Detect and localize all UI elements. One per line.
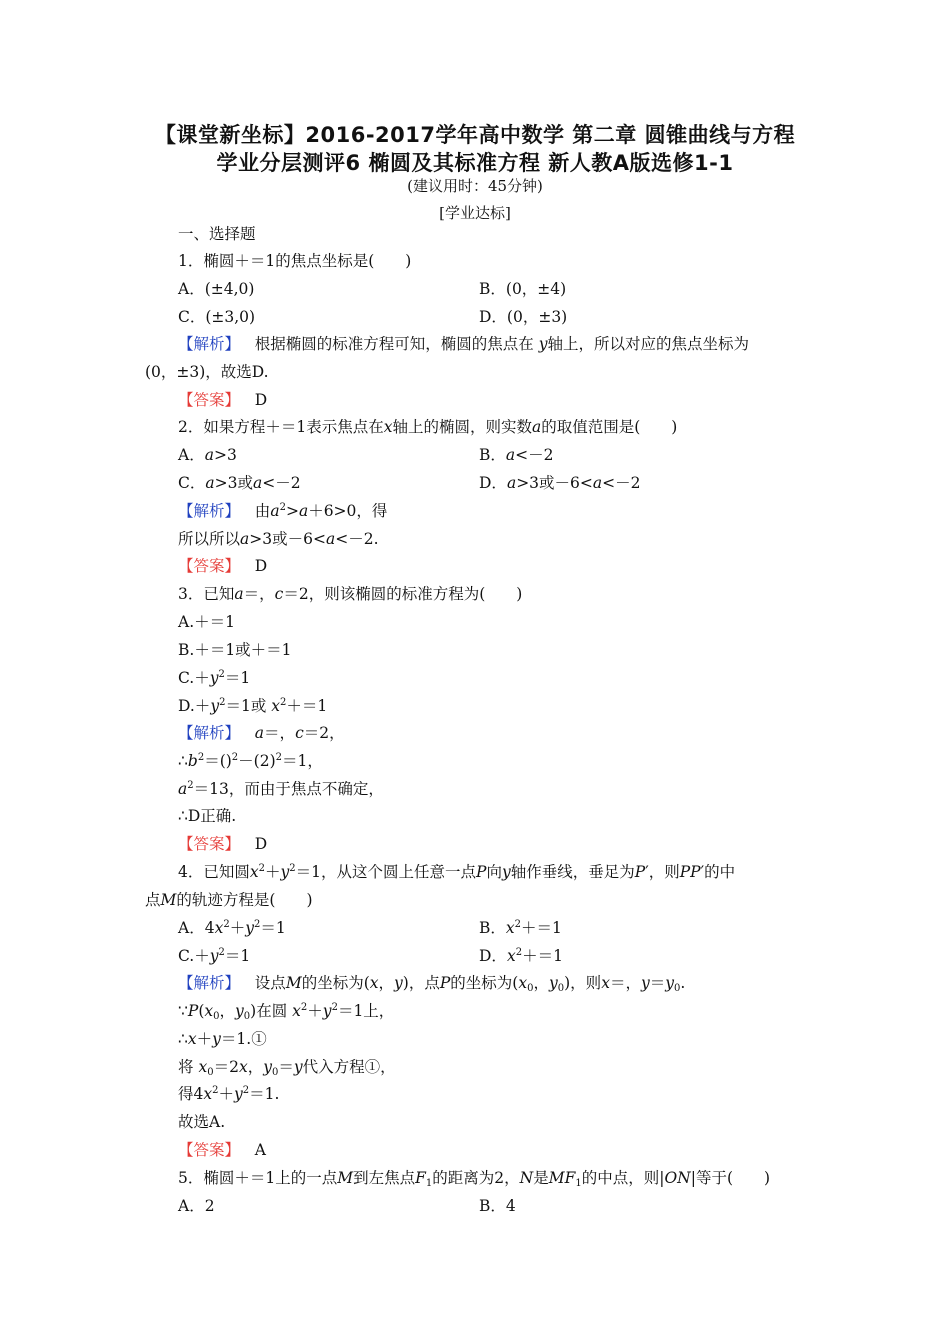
q1-answer: 【答案】 D	[178, 391, 268, 409]
q5-stem: 5．椭圆＋＝1上的一点M到左焦点$F_1$的距离为2，N是$MF_1$的中点，则|ON|等于( )	[178, 1169, 771, 1189]
q2-analysis-line-2: 所以所以a>3或－6<a<－2.	[178, 530, 379, 548]
q3-analysis-line-2: $\therefore b^2=()^2-(2)^2=1$，	[178, 752, 323, 770]
q1-option-d: D．(0，±3)	[479, 308, 568, 326]
q3-answer: 【答案】 D	[178, 835, 268, 853]
analysis-label: 【解析】	[178, 335, 241, 353]
q2-option-d: D．a>3或－6<a<－2	[479, 474, 641, 492]
q4-stem: 4．已知圆$x^2+y^2=1$，从这个圆上任意一点P向y轴作垂线，垂足为P′，则PP′的中	[178, 863, 736, 881]
q4-analysis-line-2: $\because P(x_0$，$y_0$)在圆 $x^2+y^2=1$上，	[178, 1002, 395, 1022]
q1-option-a: A．(±4,0)	[178, 280, 255, 298]
q3-analysis-line-4: ∴D正确.	[178, 807, 237, 825]
q4-answer: 【答案】 A	[178, 1141, 266, 1159]
q4-analysis-line-4: 将 $x_0=2x$，$y_0=y$代入方程①，	[178, 1058, 396, 1078]
q3-option-a: A.＋＝1	[178, 613, 235, 631]
q1-option-c: C．(±3,0)	[178, 308, 256, 326]
title-line-2: 学业分层测评6 椭圆及其标准方程 新人教A版选修1-1	[216, 151, 734, 175]
q1-stem: 1．椭圆＋＝1的焦点坐标是( )	[178, 252, 412, 270]
q2-option-b: B．a<－2	[479, 446, 554, 464]
q2-analysis: 【解析】 由$a^2>a+6>0$，得	[178, 502, 388, 520]
q2-option-a: A．a>3	[178, 446, 237, 464]
q2-answer: 【答案】 D	[178, 557, 268, 575]
q3-analysis-line-3: $a^2=13$，而由于焦点不确定，	[178, 780, 384, 798]
q4-analysis: 【解析】 设点M的坐标为(x，y)，点P的坐标为($x_0$，$y_0$)，则x＝，$y=y_0$.	[178, 974, 686, 994]
q5-option-b: B．4	[479, 1197, 516, 1215]
q1-analysis: 【解析】 根据椭圆的标准方程可知，椭圆的焦点在 y轴上，所以对应的焦点坐标为	[178, 335, 750, 353]
q3-stem: 3．已知a＝，c＝2，则该椭圆的标准方程为( )	[178, 585, 523, 603]
q3-analysis: 【解析】 a＝，c＝2，	[178, 724, 345, 742]
q4-analysis-line-5: 得$4x^2+y^2=1$.	[178, 1085, 280, 1103]
time-note: (建议用时：45分钟)	[407, 177, 543, 195]
section-heading: [学业达标]	[439, 204, 511, 222]
q5-option-a: A．2	[178, 1197, 215, 1215]
q4-stem-line-2: 点M的轨迹方程是( )	[145, 891, 313, 909]
q4-option-b: B．$x^2+=1$	[479, 919, 562, 937]
q1-analysis-line-2: (0，±3)，故选D.	[145, 363, 269, 381]
q3-option-d: $D.+y^2=1$或 $x^2+=1$	[178, 697, 328, 715]
q4-analysis-line-3: ∴x＋y＝1.①	[178, 1030, 267, 1048]
q3-option-c: $C.+y^2=1$	[178, 669, 251, 687]
q1-option-b: B．(0，±4)	[479, 280, 567, 298]
q4-option-c: $C.+y^2=1$	[178, 947, 251, 965]
q4-option-d: D．$x^2+=1$	[479, 947, 563, 965]
q3-option-b: B.＋＝1或＋＝1	[178, 641, 292, 659]
answer-label: 【答案】	[178, 391, 241, 409]
q2-option-c: C．a>3或a<－2	[178, 474, 301, 492]
part-heading: 一、选择题	[178, 225, 256, 243]
q4-analysis-line-6: 故选A.	[178, 1113, 226, 1131]
q4-option-a: A．$4x^2+y^2=1$	[178, 919, 286, 937]
title-line-1: 【课堂新坐标】2016-2017学年高中数学 第二章 圆锥曲线与方程	[154, 123, 796, 147]
q2-stem: 2．如果方程＋＝1表示焦点在x轴上的椭圆，则实数a的取值范围是( )	[178, 418, 678, 436]
